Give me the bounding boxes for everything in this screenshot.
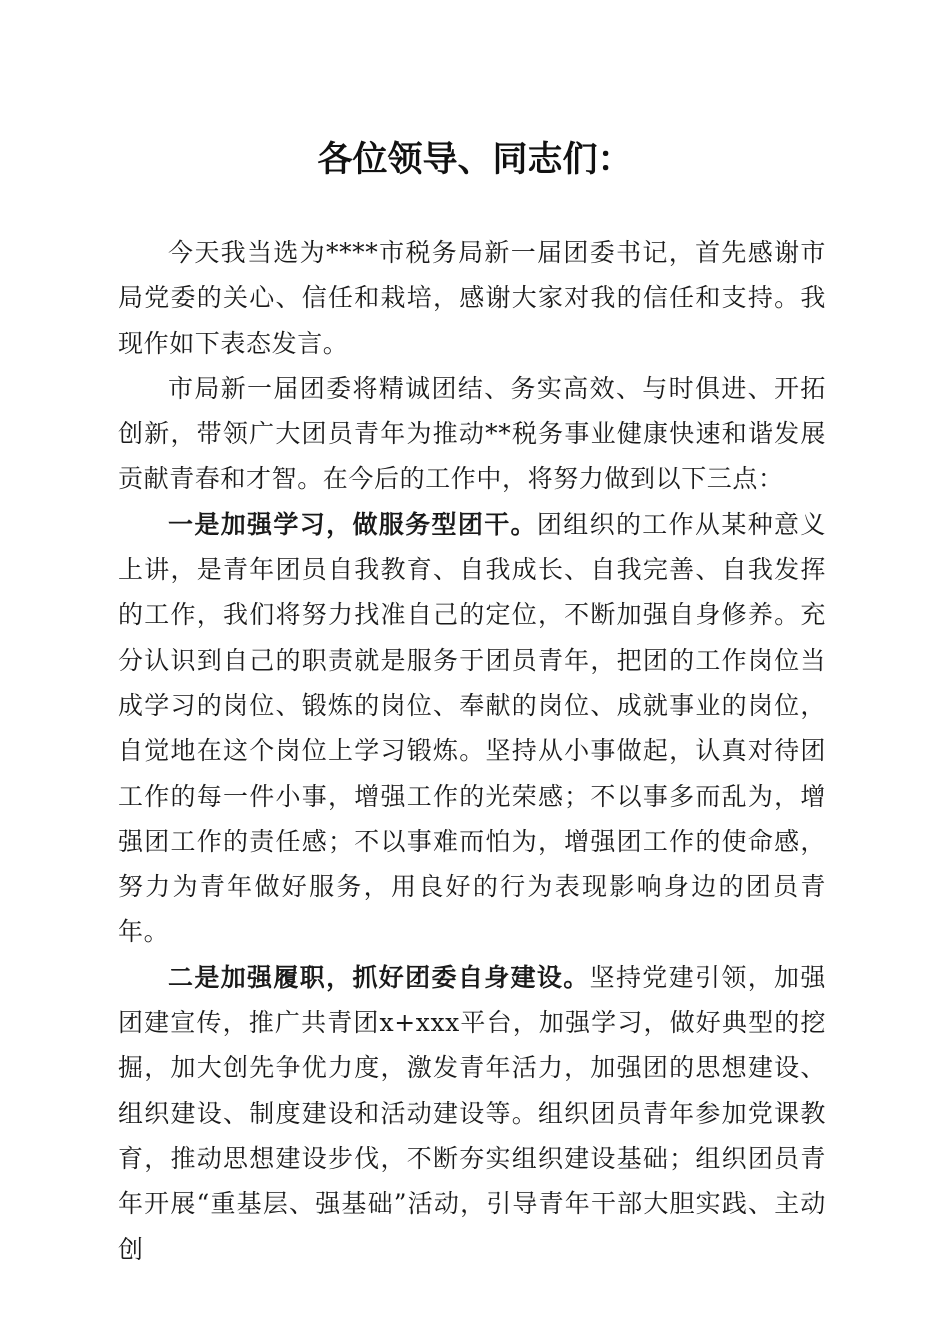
- paragraph-text: 市局新一届团委将精诚团结、务实高效、与时俱进、开拓创新，带领广大团员青年为推动**税务事业健康快速和谐发展贡献青春和才智。在今后的工作中，将努力做到以下三点：: [118, 373, 826, 494]
- page-title: 各位领导、同志们：: [317, 139, 633, 180]
- paragraph-2: [118, 366, 826, 502]
- document-body: [118, 230, 826, 1272]
- paragraph-3: [118, 502, 826, 955]
- paragraph-lead: 二是加强履职，抓好团委自身建设。: [168, 962, 590, 992]
- paragraph-1: [118, 230, 826, 366]
- paragraph-text: 今天我当选为****市税务局新一届团委书记，首先感谢市局党委的关心、信任和栽培，感谢大家对我的信任和支持。我现作如下表态发言。: [118, 238, 826, 358]
- paragraph-4: [118, 955, 826, 1272]
- paragraph-text: 团组织的工作从某种意义上讲，是青年团员自我教育、自我成长、自我完善、自我发挥的工作，我们将努力找准自己的定位，不断加强自身修养。充分认识到自己的职责就是服务于团员青年，把团的工作岗位当成学习的岗位、锻炼的岗位、奉献的岗位、成就事业的岗位，自觉地在这个岗位上学习锻炼。坚持从小事做起，认真对待团工作的每一件小事，增强工作的光荣感；不以事多而乱为，增强团工作的责任感；不以事难而怕为，增强团工作的使命感，努力为青年做好服务，用良好的行为表现影响身边的团员青年。: [118, 509, 827, 947]
- paragraph-lead: 一是加强学习，做服务型团干。: [168, 509, 537, 539]
- paragraph-text: 坚持党建引领，加强团建宣传，推广共青团x+xxx平台，加强学习，做好典型的挖掘，加大创先争优力度，激发青年活力，加强团的思想建设、组织建设、制度建设和活动建设等。组织团员青年参加党课教育，推动思想建设步伐，不断夯实组织建设基础；组织团员青年开展“重基层、强基础”活动，引导青年干部大胆实践、主动创: [118, 962, 826, 1264]
